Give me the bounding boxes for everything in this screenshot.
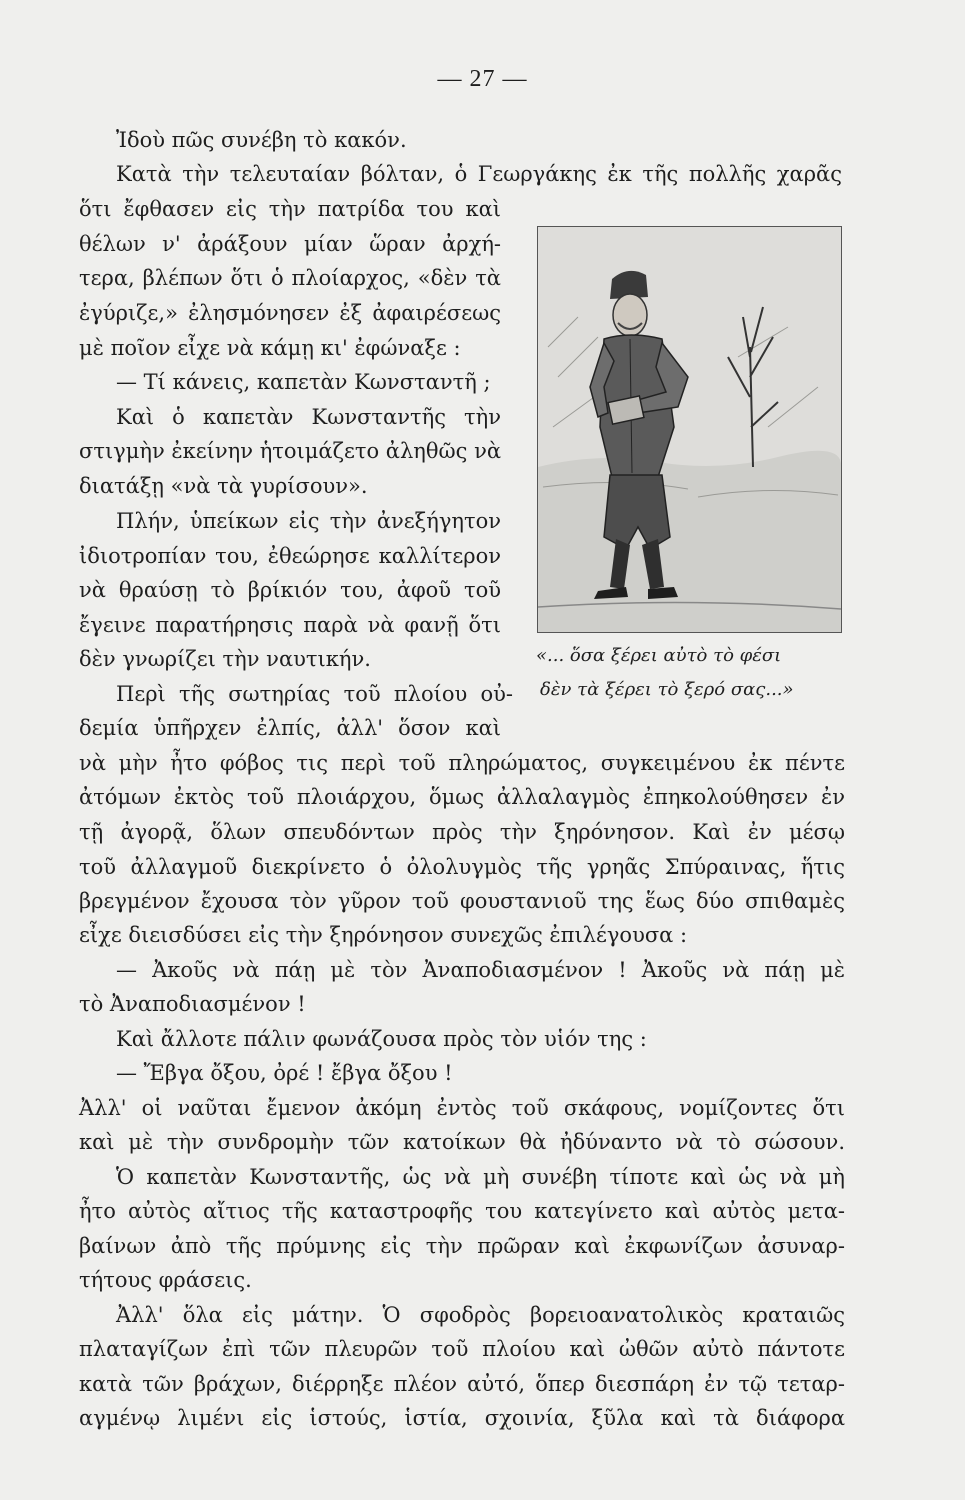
text-line: βρεγμένον ἔχουσα τὸν γῦρον τοῦ φουστανιοῦ της ἕως δύο σπιθαμὲς xyxy=(79,889,845,913)
text-line: Ἀλλ' οἱ ναῦται ἔμενον ἀκόμη ἐντὸς τοῦ σκάφους, νομίζοντες ὅτι xyxy=(79,1096,845,1120)
text-line: Περὶ τῆς σωτηρίας τοῦ πλοίου οὐ- xyxy=(116,682,513,706)
text-line: θέλων ν' ἀράξουν μίαν ὥραν ἀρχή- xyxy=(79,232,501,256)
text-line: πλαταγίζων ἐπὶ τῶν πλευρῶν τοῦ πλοίου καὶ ὠθῶν αὐτὸ πάντοτε xyxy=(79,1337,845,1361)
page-number: — 27 — xyxy=(437,66,528,92)
text-line: Ἀλλ' ὅλα εἰς μάτην. Ὁ σφοδρὸς βορειοανατολικὸς κραταιῶς xyxy=(116,1303,845,1327)
text-line: καὶ μὲ τὴν συνδρομὴν τῶν κατοίκων θὰ ἠδύναντο νὰ τὸ σώσουν. xyxy=(79,1130,845,1154)
text-line: τῇ ἀγορᾷ, ὅλων σπευδόντων πρὸς τὴν ξηρόνησον. Καὶ ἐν μέσῳ xyxy=(79,820,845,844)
text-line: Ὁ καπετὰν Κωνσταντῆς, ὡς νὰ μὴ συνέβη τίποτε καὶ ὡς νὰ μὴ xyxy=(116,1165,845,1189)
text-line: — Ἔβγα ὄξου, ὀρέ ! ἔβγα ὄξου ! xyxy=(116,1061,453,1085)
illustration-drawing xyxy=(538,227,841,632)
text-line: τοῦ ἀλλαγμοῦ διεκρίνετο ὁ ὀλολυγμὸς τῆς γρηᾶς Σπύραινας, ἥτις xyxy=(79,855,845,879)
illustration-old-man xyxy=(537,226,842,633)
text-line: Καὶ ὁ καπετὰν Κωνσταντῆς τὴν xyxy=(116,405,501,429)
text-line: βαίνων ἀπὸ τῆς πρύμνης εἰς τὴν πρῶραν καὶ ἐκφωνίζων ἀσυναρ- xyxy=(79,1234,845,1258)
text-line: δεμία ὑπῆρχεν ἐλπίς, ἀλλ' ὅσον καὶ xyxy=(79,716,501,740)
text-line: ἰδιοτροπίαν του, ἐθεώρησε καλλίτερον xyxy=(79,544,501,568)
text-line: Καὶ ἄλλοτε πάλιν φωνάζουσα πρὸς τὸν υἱόν της : xyxy=(116,1027,647,1051)
text-line: διατάξῃ «νὰ τὰ γυρίσουν». xyxy=(79,474,368,498)
text-line: τὸ Ἀναποδιασμένον ! xyxy=(79,992,306,1016)
text-line: — Ἀκοῦς νὰ πάῃ μὲ τὸν Ἀναποδιασμένον ! Ἀκοῦς νὰ πάῃ μὲ xyxy=(116,958,845,982)
text-line: Ἰδοὺ πῶς συνέβη τὸ κακόν. xyxy=(116,128,407,152)
text-line: ἐγύριζε,» ἐλησμόνησεν ἐξ ἀφαιρέσεως xyxy=(79,301,501,325)
text-line: Κατὰ τὴν τελευταίαν βόλταν, ὁ Γεωργάκης ἐκ τῆς πολλῆς χαρᾶς xyxy=(116,162,842,186)
illustration-caption-line2: δὲν τὰ ξέρει τὸ ξερό σας...» xyxy=(540,679,794,700)
text-line: Πλήν, ὑπείκων εἰς τὴν ἀνεξήγητον xyxy=(116,509,501,533)
text-line: δὲν γνωρίζει τὴν ναυτικήν. xyxy=(79,647,371,671)
text-line: κατὰ τῶν βράχων, διέρρηξε πλέον αὐτό, ὅπερ διεσπάρη ἐν τῷ τεταρ- xyxy=(79,1372,845,1396)
text-line: μὲ ποῖον εἶχε νὰ κάμῃ κι' ἐφώναξε : xyxy=(79,336,461,360)
text-line: νὰ μὴν ἦτο φόβος τις περὶ τοῦ πληρώματος, συγκειμένου ἐκ πέντε xyxy=(79,751,845,775)
text-line: νὰ θραύσῃ τὸ βρίκιόν του, ἀφοῦ τοῦ xyxy=(79,578,501,602)
text-line: ὅτι ἔφθασεν εἰς τὴν πατρίδα του καὶ xyxy=(79,197,501,221)
text-line: αγμένῳ λιμένι εἰς ἱστούς, ἱστία, σχοινία, ξῦλα καὶ τὰ διάφορα xyxy=(79,1406,845,1430)
text-line: ἀτόμων ἐκτὸς τοῦ πλοιάρχου, ὅμως ἀλλαλαγμὸς ἐπηκολούθησεν ἐν xyxy=(79,785,845,809)
text-line: ἦτο αὐτὸς αἴτιος τῆς καταστροφῆς του κατεγίνετο καὶ αὐτὸς μετα- xyxy=(79,1199,845,1223)
illustration-caption-line1: «... ὅσα ξέρει αὐτὸ τὸ φέσι xyxy=(536,645,782,666)
text-line: — Τί κάνεις, καπετὰν Κωνσταντῆ ; xyxy=(116,370,491,394)
text-line: εἶχε διεισδύσει εἰς τὴν ξηρόνησον συνεχῶς ἐπιλέγουσα : xyxy=(79,923,688,947)
text-line: τήτους φράσεις. xyxy=(79,1268,252,1292)
text-line: τερα, βλέπων ὅτι ὁ πλοίαρχος, «δὲν τὰ xyxy=(79,266,501,290)
text-line: ἔγεινε παρατήρησις παρὰ νὰ φανῇ ὅτι xyxy=(79,613,501,637)
text-line: στιγμὴν ἐκείνην ἡτοιμάζετο ἀληθῶς νὰ xyxy=(79,439,502,463)
